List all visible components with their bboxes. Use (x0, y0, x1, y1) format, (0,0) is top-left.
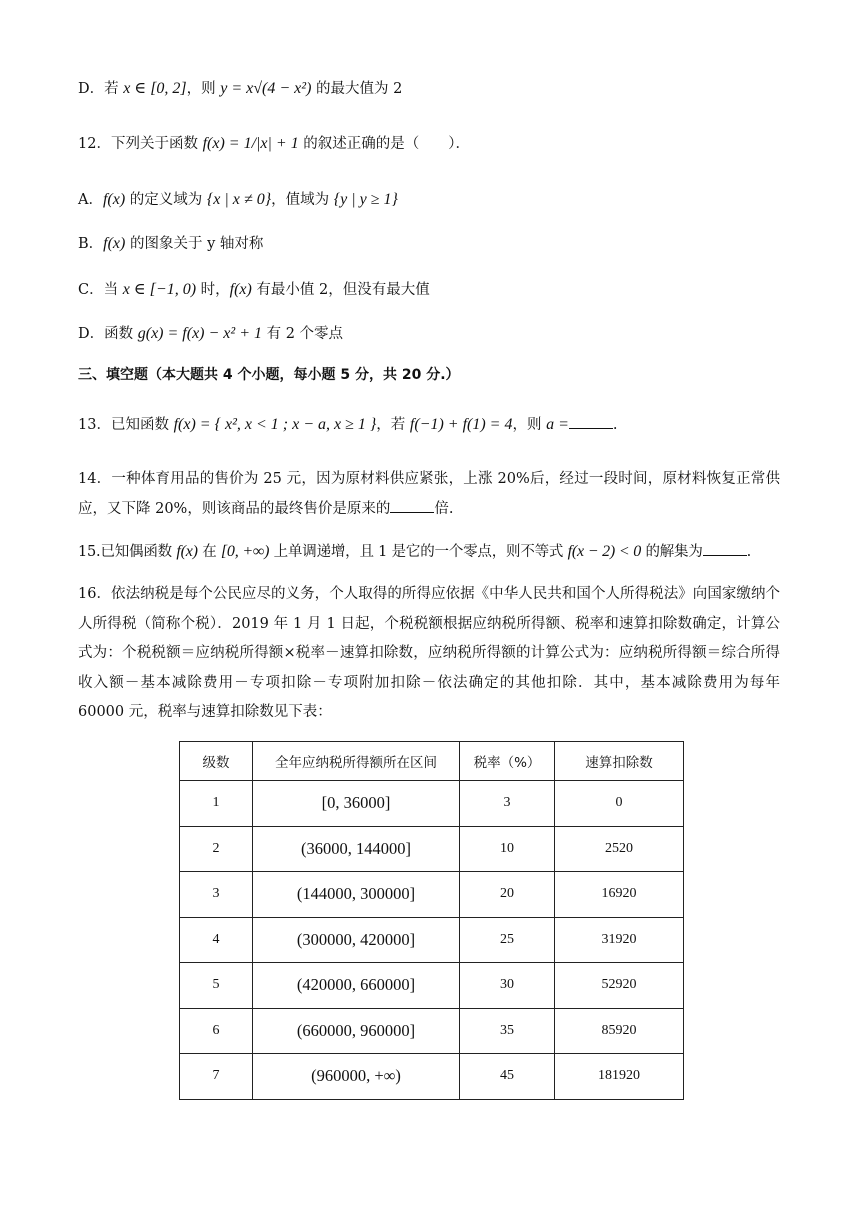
cell-deduction: 2520 (555, 826, 684, 872)
q12a-text2: ，值域为 (271, 192, 334, 208)
q12b-label: B． (78, 236, 104, 252)
cell-level: 1 (180, 781, 253, 827)
q12a-text: 的定义域为 (125, 192, 207, 208)
header-interval: 全年应纳税所得额所在区间 (253, 742, 460, 781)
q13-answer-blank[interactable] (569, 414, 613, 429)
cell-interval: (660000, 960000] (253, 1008, 460, 1054)
q15-end: . (746, 544, 752, 560)
q12-function: f(x) = 1/|x| + 1 (202, 135, 299, 152)
cell-deduction: 52920 (555, 963, 684, 1009)
cell-interval: (960000, +∞) (253, 1054, 460, 1100)
q13-piecewise: f(x) = { x², x < 1 ; x − a, x ≥ 1 } (173, 416, 377, 433)
q15-text: 在 (197, 544, 221, 560)
q15-math-f: f(x) (176, 543, 198, 560)
q12d-text: 有 2 个零点 (261, 326, 344, 342)
q12a-label: A． (78, 192, 103, 208)
q12c-math-f: f(x) (229, 281, 252, 298)
cell-interval: [0, 36000] (253, 781, 460, 827)
cell-deduction: 16920 (555, 872, 684, 918)
table-row (180, 872, 684, 918)
cell-level: 6 (180, 1008, 253, 1054)
table-row (180, 1008, 684, 1054)
cell-level: 5 (180, 963, 253, 1009)
cell-deduction: 181920 (555, 1054, 684, 1100)
q12c-label: C．当 (78, 282, 123, 298)
q12-question: 的叙述正确的是（ ）． (298, 136, 471, 152)
q11d-math-domain: x ∈ [0, 2] (123, 80, 187, 97)
q12c-math-interval: x ∈ [−1, 0) (122, 281, 197, 298)
cell-interval: (300000, 420000] (253, 917, 460, 963)
q14 (78, 465, 780, 524)
q12-option-b (78, 233, 263, 255)
q13-intro: 13．已知函数 (78, 417, 174, 433)
q13-text2: ，则 (512, 417, 547, 433)
q11-option-d (78, 78, 402, 100)
q13-unknown: a = (546, 416, 569, 433)
q14-answer-blank[interactable] (390, 498, 434, 513)
q13 (78, 414, 617, 436)
cell-level: 2 (180, 826, 253, 872)
cell-rate: 20 (460, 872, 555, 918)
q12c-text: 时， (196, 282, 230, 298)
cell-rate: 30 (460, 963, 555, 1009)
q15-interval: [0, +∞) (220, 543, 270, 560)
q14-end: 倍. (434, 500, 454, 517)
cell-interval: (36000, 144000] (253, 826, 460, 872)
cell-rate: 10 (460, 826, 555, 872)
table-header-row (180, 742, 684, 781)
cell-level: 7 (180, 1054, 253, 1100)
cell-rate: 35 (460, 1008, 555, 1054)
q16: 16．依法纳税是每个公民应尽的义务，个人取得的所得应依据《中华人民共和国个人所得税法》向国家缴纳个人所得税（简称个税）．2019 年 1 月 1 日起，个税税额根据应纳税所得额、税率和速算扣除数确定，计算公式为：个税税额＝应纳税所得额×税率－速算扣除数，应纳税所得额的计算公式为：应纳税所得额＝综合所得收入额－基本减除费用－专项扣除－专项附加扣除－依法确定的其他扣除．其中，基本减除费用为每年 60000 元，税率与速算扣除数见下表： (78, 586, 780, 720)
table-row (180, 917, 684, 963)
q12b-text: 的图象关于 y 轴对称 (125, 236, 264, 252)
cell-level: 3 (180, 872, 253, 918)
q12b-math-f: f(x) (103, 235, 126, 252)
cell-deduction: 85920 (555, 1008, 684, 1054)
q12a-math-f: f(x) (102, 191, 126, 208)
cell-interval: (144000, 300000] (253, 872, 460, 918)
q11d-math-func: y = x√(4 − x²) (220, 80, 312, 97)
q13-end: . (612, 417, 618, 433)
cell-rate: 3 (460, 781, 555, 827)
cell-deduction: 0 (555, 781, 684, 827)
q12-option-c (78, 279, 430, 301)
q12d-math-g: g(x) = f(x) − x² + 1 (137, 325, 262, 342)
cell-level: 4 (180, 917, 253, 963)
q15 (78, 541, 751, 563)
header-level: 级数 (180, 742, 253, 781)
cell-rate: 25 (460, 917, 555, 963)
tax-rate-table (179, 741, 684, 1100)
q12d-label: D．函数 (78, 326, 138, 342)
header-rate: 税率（%） (460, 742, 555, 781)
cell-interval: (420000, 660000] (253, 963, 460, 1009)
q12-stem (78, 133, 470, 155)
table-row (180, 826, 684, 872)
q15-intro: 15.已知偶函数 (78, 544, 177, 560)
q12c-text2: 有最小值 2，但没有最大值 (251, 282, 430, 298)
section-heading: 三、填空题（本大题共 4 个小题，每小题 5 分，共 20 分.） (78, 367, 460, 383)
q12-intro: 12．下列关于函数 (78, 136, 203, 152)
q11d-conclusion: 的最大值为 2 (311, 81, 403, 97)
q15-answer-blank[interactable] (703, 541, 747, 556)
q15-text3: 的解集为 (641, 544, 703, 560)
cell-rate: 45 (460, 1054, 555, 1100)
q12a-math-range: {y | y ≥ 1} (333, 191, 398, 208)
q12-option-a (78, 189, 398, 211)
q13-condition: f(−1) + f(1) = 4 (409, 416, 513, 433)
table-row (180, 1054, 684, 1100)
q12-option-d (78, 323, 343, 345)
q12a-math-domain: {x | x ≠ 0} (206, 191, 272, 208)
cell-deduction: 31920 (555, 917, 684, 963)
table-row (180, 963, 684, 1009)
q13-text: ，若 (376, 417, 410, 433)
q15-inequality: f(x − 2) < 0 (567, 543, 642, 560)
q11d-label: D．若 (78, 81, 124, 97)
table-row (180, 781, 684, 827)
header-deduction: 速算扣除数 (555, 742, 684, 781)
q15-text2: 上单调递增，且 1 是它的一个零点，则不等式 (269, 544, 568, 560)
q11d-text: ，则 (186, 81, 221, 97)
q14-text: 14．一种体育用品的售价为 25 元，因为原材料供应紧张，上涨 20%后，经过一段时间，原材料恢复正常供应，又下降 20%，则该商品的最终售价是原来的 (78, 471, 780, 517)
